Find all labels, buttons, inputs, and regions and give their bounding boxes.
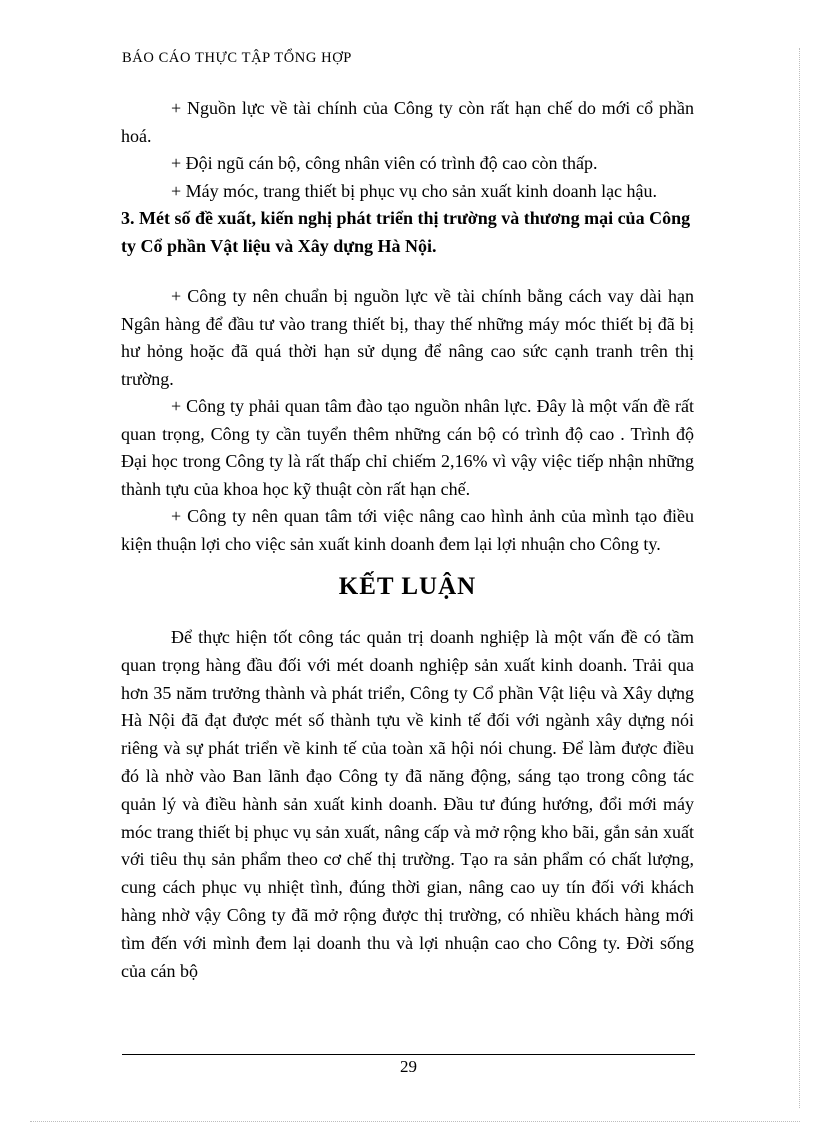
conclusion-section [121, 624, 694, 985]
conclusion-paragraph: Để thực hiện tốt công tác quản trị doanh nghiệp là một vấn đề có tầm quan trọng hàng đầu đối với mét doanh nghiệp sản xuất kinh doanh. Trải qua hơn 35 năm trưởng thành và phát triển, Công ty Cổ phần Vật liệu và Xây dựng Hà Nội đã đạt được mét số thành tựu về kinh tế đối với ngành xây dựng nói riêng và sự phát triển về kinh tế của toàn xã hội nói chung. Để làm được điều đó là nhờ vào Ban lãnh đạo Công ty đã năng động, sáng tạo trong công tác quản lý và điều hành sản xuất kinh doanh. Đầu tư đúng hướng, đổi mới máy móc trang thiết bị phục vụ sản xuất, nâng cấp và mở rộng kho bãi, gắn sản xuất với tiêu thụ sản phẩm theo cơ chế thị trường. Tạo ra sản phẩm có chất lượng, cung cách phục vụ nhiệt tình, đúng thời gian, nâng cao uy tín đối với khách hàng nhờ vậy Công ty đã mở rộng được thị trường, có nhiều khách hàng mới tìm đến với mình đem lại doanh thu và lợi nhuận cao cho Công ty. Đời sống của cán bộ [121, 627, 694, 981]
recommendations-section [121, 283, 694, 558]
page-border-right [799, 48, 800, 1108]
page-number: 29 [400, 1057, 417, 1076]
footer-rule [122, 1054, 695, 1055]
recommendation-training: + Công ty phải quan tâm đào tạo nguồn nhân lực. Đây là một vấn đề rất quan trọng, Công ty cần tuyển thêm những cán bộ có trình độ cao . Trình độ Đại học trong Công ty là rất thấp chỉ chiếm 2,16% vì vậy việc tiếp nhận những thành tựu của khoa học kỹ thuật còn rất hạn chế. [121, 396, 694, 499]
section-heading-recommendations: 3. Mét số đề xuất, kiến nghị phát triển thị trường và thương mại của Công ty Cổ phần Vật liệu và Xây dựng Hà Nội. [121, 208, 691, 256]
page-header: BÁO CÁO THỰC TẬP TỔNG HỢP [122, 50, 352, 66]
weakness-equipment: + Máy móc, trang thiết bị phục vụ cho sản xuất kinh doanh lạc hậu. [171, 180, 658, 201]
recommendation-finance: + Công ty nên chuẩn bị nguồn lực về tài chính bằng cách vay dài hạn Ngân hàng để đầu tư vào trang thiết bị, thay thế những máy móc thiết bị đã bị hư hỏng hoặc đã quá thời hạn sử dụng để nâng cao sức cạnh tranh trên thị trường. [121, 286, 694, 389]
recommendation-image: + Công ty nên quan tâm tới việc nâng cao hình ảnh của mình tạo điều kiện thuận lợi cho việc sản xuất kinh doanh đem lại lợi nhuận cho Công ty. [121, 506, 694, 554]
weakness-staff: + Đội ngũ cán bộ, công nhân viên có trình độ cao còn thấp. [171, 153, 598, 173]
weakness-finance: + Nguồn lực về tài chính của Công ty còn rất hạn chế do mới cổ phần hoá. [121, 98, 694, 146]
weaknesses-section [121, 95, 694, 260]
conclusion-title: KẾT LUẬN [338, 573, 477, 600]
page-border-bottom [30, 1121, 800, 1122]
